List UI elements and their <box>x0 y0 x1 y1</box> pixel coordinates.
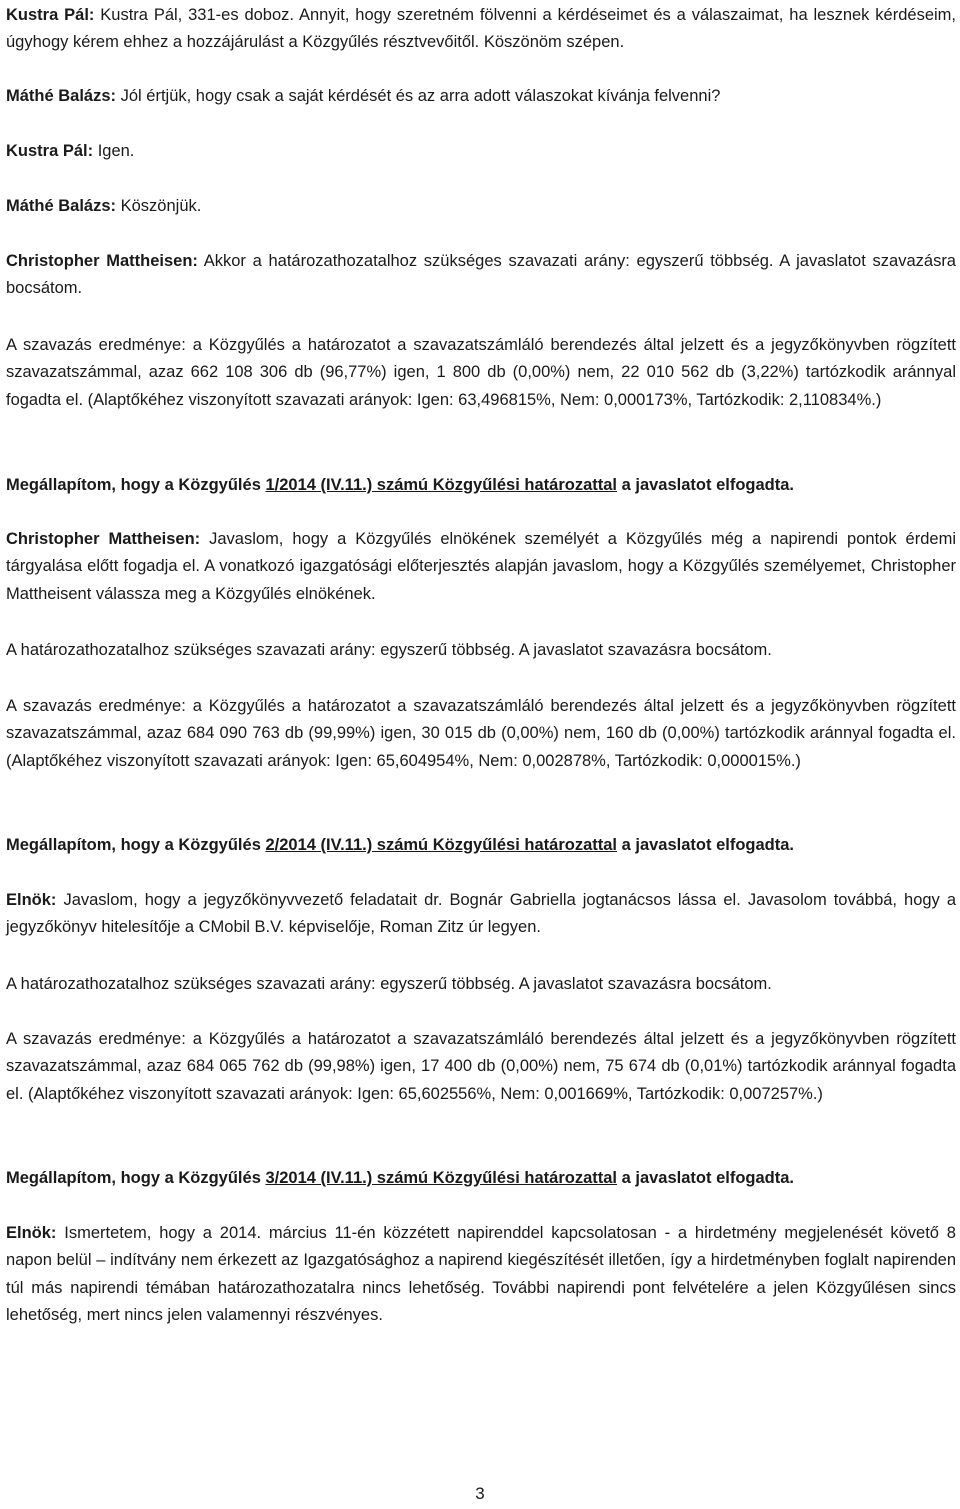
resolution-before: Megállapítom, hogy a Közgyűlés <box>6 836 266 854</box>
paragraph-vote-result-3 <box>6 1026 956 1108</box>
paragraph-text: Köszönjük. <box>116 197 202 215</box>
resolution-number: 2/2014 (IV.11.) számú Közgyűlési határozattal <box>265 836 618 854</box>
resolution-after: a javaslatot elfogadta. <box>617 836 794 854</box>
paragraph-mathe-question <box>6 83 956 110</box>
resolution-after: a javaslatot elfogadta. <box>617 476 794 494</box>
speaker-label: Kustra Pál: <box>6 142 94 160</box>
speaker-label: Elnök: <box>6 1224 57 1242</box>
paragraph-kustra-intro <box>6 2 956 57</box>
paragraph-majority-note-3 <box>6 971 956 998</box>
speaker-label: Máthé Balázs: <box>6 197 117 215</box>
page-number: 3 <box>475 1484 485 1503</box>
resolution-3 <box>6 1165 956 1192</box>
resolution-before: Megállapítom, hogy a Közgyűlés <box>6 1169 266 1187</box>
resolution-number: 3/2014 (IV.11.) számú Közgyűlési határozattal <box>265 1169 618 1187</box>
paragraph-vote-result-1 <box>6 332 956 414</box>
paragraph-text: Javaslom, hogy a Közgyűlés elnökének személyét a Közgyűlés még a napirendi pontok érdemi tárgyalása előtt fogadja el. A vonatkozó igazgatósági előterjesztés alapján javaslom, hogy a Közgyűlés személyemet, Christopher Mattheisent válassza meg a Közgyűlés elnökének. <box>6 530 956 603</box>
paragraph-text: A szavazás eredménye: a Közgyűlés a határozatot a szavazatszámláló berendezés által jelzett és a jegyzőkönyvben rögzített szavazatszámmal, azaz 684 090 763 db (99,99%) igen, 30 015 db (0,00%) nem, 160 db (0,00%) tartózkodik aránnyal fogadta el. (Alaptőkéhez viszonyított szavazati arányok: Igen: 65,604954%, Nem: 0,002878%, Tartózkodik: 0,000015%.) <box>6 697 956 770</box>
speaker-label: Christopher Mattheisen: <box>6 530 201 548</box>
paragraph-elnok-minutes <box>6 887 956 942</box>
paragraph-elnok-agenda <box>6 1220 956 1329</box>
paragraph-text: Igen. <box>93 142 135 160</box>
paragraph-text: Jól értjük, hogy csak a saját kérdését és az arra adott válaszokat kívánja felvenni? <box>116 87 721 105</box>
speaker-label: Máthé Balázs: <box>6 87 117 105</box>
paragraph-vote-result-2 <box>6 693 956 775</box>
paragraph-text: A határozathozatalhoz szükséges szavazati arány: egyszerű többség. A javaslatot szavazásra bocsátom. <box>6 975 772 993</box>
speaker-label: Christopher Mattheisen: <box>6 252 198 270</box>
paragraph-text: A határozathozatalhoz szükséges szavazati arány: egyszerű többség. A javaslatot szavazásra bocsátom. <box>6 641 772 659</box>
paragraph-mathe-thanks <box>6 193 956 220</box>
resolution-after: a javaslatot elfogadta. <box>617 1169 794 1187</box>
resolution-before: Megállapítom, hogy a Közgyűlés <box>6 476 266 494</box>
paragraph-text: Ismertetem, hogy a 2014. március 11-én közzétett napirenddel kapcsolatosan - a hirdetmény megjelenését követő 8 napon belül – indítvány nem érkezett az Igazgatósághoz a napirend kiegészítését illetően, így a hirdetményben foglalt napirenden túl más napirendi témában határozathozatalra nincs lehetőség. További napirendi pont felvételére a jelen Közgyűlésen sincs lehetőség, mert nincs jelen valamennyi részvényes. <box>6 1224 956 1324</box>
speaker-label: Kustra Pál: <box>6 6 95 24</box>
resolution-2 <box>6 832 956 859</box>
paragraph-text: Javaslom, hogy a jegyzőkönyvvezető feladatait dr. Bognár Gabriella jogtanácsos lássa el. Javasolom továbbá, hogy a jegyzőkönyv hitelesítője a CMobil B.V. képviselője, Roman Zitz úr legyen. <box>6 891 956 937</box>
resolution-1 <box>6 472 956 499</box>
resolution-number: 1/2014 (IV.11.) számú Közgyűlési határozattal <box>265 476 618 494</box>
paragraph-text: A szavazás eredménye: a Közgyűlés a határozatot a szavazatszámláló berendezés által jelzett és a jegyzőkönyvben rögzített szavazatszámmal, azaz 662 108 306 db (96,77%) igen, 1 800 db (0,00%) nem, 22 010 562 db (3,22%) tartózkodik aránnyal fogadta el. (Alaptőkéhez viszonyított szavazati arányok: Igen: 63,496815%, Nem: 0,000173%, Tartózkodik: 2,110834%.) <box>6 336 956 409</box>
paragraph-mattheisen-chair-proposal <box>6 526 956 608</box>
paragraph-mattheisen-vote-call <box>6 248 956 303</box>
paragraph-text: Akkor a határozathozatalhoz szükséges szavazati arány: egyszerű többség. A javaslatot szavazásra bocsátom. <box>6 252 956 298</box>
paragraph-kustra-yes <box>6 138 956 165</box>
paragraph-majority-note-2 <box>6 637 956 664</box>
paragraph-text: A szavazás eredménye: a Közgyűlés a határozatot a szavazatszámláló berendezés által jelzett és a jegyzőkönyvben rögzített szavazatszámmal, azaz 684 065 762 db (99,98%) igen, 17 400 db (0,00%) nem, 75 674 db (0,01%) tartózkodik aránnyal fogadta el. (Alaptőkéhez viszonyított szavazati arányok: Igen: 65,602556%, Nem: 0,001669%, Tartózkodik: 0,007257%.) <box>6 1030 956 1103</box>
paragraph-text: Kustra Pál, 331-es doboz. Annyit, hogy szeretném fölvenni a kérdéseimet és a válaszaimat, ha lesznek kérdéseim, úgyhogy kérem ehhez a hozzájárulást a Közgyűlés résztvevőitől. Köszönöm szépen. <box>6 6 956 52</box>
speaker-label: Elnök: <box>6 891 57 909</box>
